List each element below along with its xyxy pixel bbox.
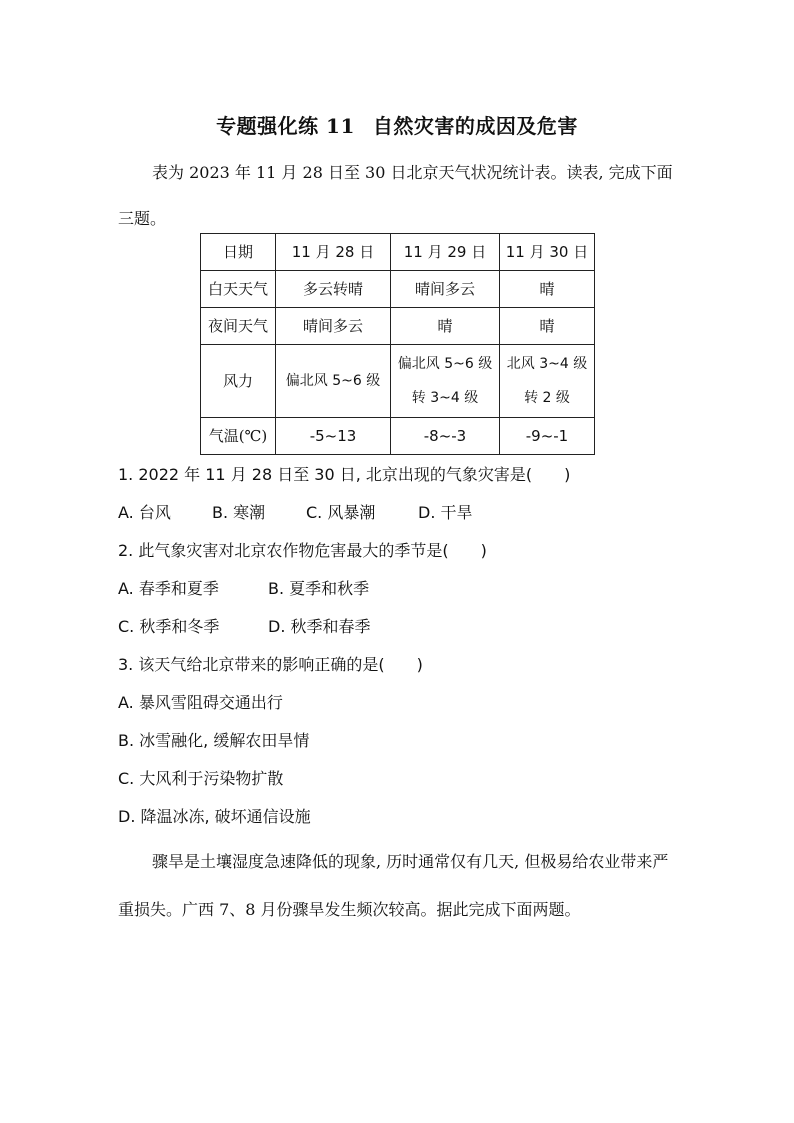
- table-cell: [276, 345, 391, 418]
- table-cell: 晴: [500, 271, 595, 308]
- table-row: [201, 345, 595, 418]
- cell-line: 转 3~4 级: [411, 390, 479, 406]
- table-cell: -9~-1: [500, 418, 595, 455]
- table-row: [201, 308, 595, 345]
- table-header-row: [201, 234, 595, 271]
- option: D. 降温冰冻, 破坏通信设施: [118, 807, 311, 826]
- option: D. 干旱: [418, 503, 473, 522]
- table-header-cell: 11 月 28 日: [276, 234, 391, 271]
- option: B. 寒潮: [212, 503, 266, 522]
- table-header-cell: 11 月 29 日: [391, 234, 500, 271]
- title-number: 专题强化练 11: [216, 114, 355, 138]
- option: A. 春季和夏季: [118, 579, 219, 598]
- question-1-stem: 1. 2022 年 11 月 28 日至 30 日, 北京出现的气象灾害是( ): [118, 465, 571, 484]
- title-topic: 自然灾害的成因及危害: [372, 114, 578, 138]
- weather-table: [200, 233, 595, 455]
- table-header-cell: 11 月 30 日: [500, 234, 595, 271]
- table-row: [201, 418, 595, 455]
- option: C. 秋季和冬季: [118, 617, 220, 636]
- table-cell: -5~13: [276, 418, 391, 455]
- question-2-options-row-2: [118, 614, 371, 637]
- cell-line: 偏北风 5~6 级: [397, 356, 493, 372]
- table-row: [201, 271, 595, 308]
- option: B. 夏季和秋季: [268, 579, 370, 598]
- option: C. 大风利于污染物扩散: [118, 769, 284, 788]
- table-cell: -8~-3: [391, 418, 500, 455]
- table-header-cell: 日期: [201, 234, 276, 271]
- cell-line: 转 2 级: [524, 390, 570, 406]
- table-cell: 晴: [391, 308, 500, 345]
- cell-line: 北风 3~4 级: [506, 356, 588, 372]
- table-cell: [391, 345, 500, 418]
- question-2-options-row-1: [118, 576, 369, 599]
- page-title: [0, 110, 794, 139]
- table-cell: 晴间多云: [391, 271, 500, 308]
- option: A. 暴风雪阻碍交通出行: [118, 693, 283, 712]
- table-cell: 多云转晴: [276, 271, 391, 308]
- question-2-stem: 2. 此气象灾害对北京农作物危害最大的季节是( ): [118, 541, 487, 560]
- question-3-stem: 3. 该天气给北京带来的影响正确的是( ): [118, 655, 423, 674]
- row-label: 白天天气: [201, 271, 276, 308]
- option: D. 秋季和春季: [268, 617, 371, 636]
- row-label: 夜间天气: [201, 308, 276, 345]
- table-cell: 晴间多云: [276, 308, 391, 345]
- intro-paragraph: 表为 2023 年 11 月 28 日至 30 日北京天气状况统计表。读表, 完成下面三题。: [118, 163, 673, 228]
- option: A. 台风: [118, 503, 171, 522]
- row-label: 风力: [201, 345, 276, 418]
- passage-2-paragraph: 骤旱是土壤湿度急速降低的现象, 历时通常仅有几天, 但极易给农业带来严重损失。广西 7、8 月份骤旱发生频次较高。据此完成下面两题。: [118, 852, 669, 919]
- table-cell: 晴: [500, 308, 595, 345]
- cell-line: 偏北风 5~6 级: [285, 373, 381, 389]
- option: C. 风暴潮: [306, 503, 376, 522]
- question-1-options: [118, 500, 473, 523]
- table-cell: [500, 345, 595, 418]
- row-label: 气温(℃): [201, 418, 276, 455]
- option: B. 冰雪融化, 缓解农田旱情: [118, 731, 310, 750]
